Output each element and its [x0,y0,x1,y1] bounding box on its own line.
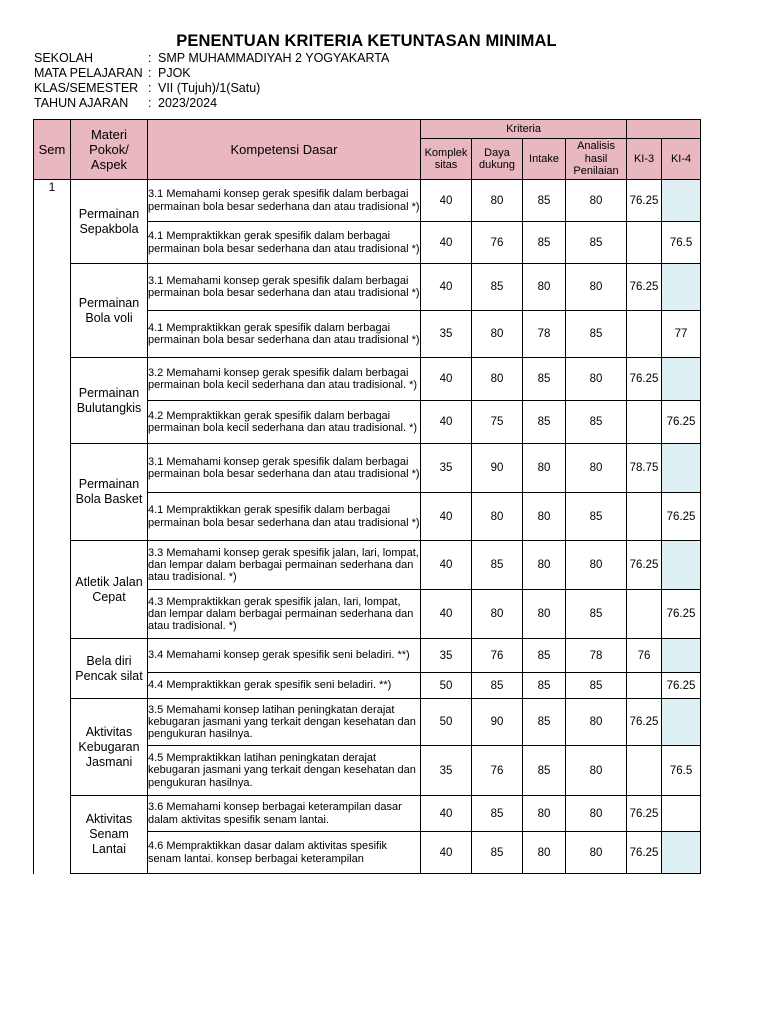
kompetensi-dasar-cell: 4.1 Mempraktikkan gerak spesifik dalam berbagai permainan bola besar sederhana dan atau tradisional *) [148,311,421,358]
intake-cell: 78 [523,311,566,358]
daya-dukung-cell: 80 [472,180,523,222]
kompetensi-dasar-cell: 3.5 Memahami konsep latihan peningkatan derajat kebugaran jasmani yang terkait dengan kesehatan dan pengukuran hasilnya. [148,699,421,746]
intake-cell: 85 [523,746,566,796]
ki4-cell: 76.25 [662,401,701,444]
kompleksitas-cell: 40 [421,401,472,444]
ki4-cell: 76.5 [662,746,701,796]
analisis-cell: 85 [566,401,627,444]
analisis-cell: 80 [566,746,627,796]
ki3-cell [627,746,662,796]
kompetensi-dasar-cell: 3.2 Memahami konsep gerak spesifik dalam berbagai permainan bola kecil sederhana dan atau tradisional. *) [148,358,421,401]
kompetensi-dasar-cell: 3.3 Memahami konsep gerak spesifik jalan, lari, lompat, dan lempar dalam berbagai permainan sederhana dan atau tradisional. *) [148,541,421,590]
table-row [34,796,701,832]
intake-cell: 80 [523,541,566,590]
kkm-body [34,180,701,874]
analisis-cell: 80 [566,180,627,222]
info-value: SMP MUHAMMADIYAH 2 YOGYAKARTA [158,51,390,65]
daya-dukung-cell: 85 [472,796,523,832]
header-sem: Sem [34,120,71,180]
table-row [34,444,701,493]
daya-dukung-cell: 80 [472,493,523,541]
header-materi [71,120,148,180]
table-row [34,639,701,673]
kompleksitas-cell: 35 [421,746,472,796]
ki3-cell [627,673,662,699]
ki4-cell: 76.25 [662,673,701,699]
intake-cell: 85 [523,180,566,222]
intake-cell: 80 [523,590,566,639]
materi-label: Atletik Jalan Cepat [75,574,143,604]
header-kriteria: Kriteria [421,120,627,139]
ki3-cell: 76.25 [627,358,662,401]
analisis-cell: 80 [566,832,627,874]
header-intake: Intake [523,139,566,180]
daya-dukung-cell: 80 [472,358,523,401]
header-analisis-label: Analisis hasil Penilaian [573,140,619,178]
materi-label: Permainan Bola Basket [75,477,143,506]
info-label: SEKOLAH [34,51,94,65]
materi-label: Aktivitas Senam Lantai [85,812,133,856]
materi-cell [71,699,148,796]
daya-dukung-cell: 90 [472,444,523,493]
daya-dukung-cell: 76 [472,222,523,264]
intake-cell: 80 [523,832,566,874]
ki4-cell [662,358,701,401]
daya-dukung-cell: 76 [472,639,523,673]
kompleksitas-cell: 35 [421,639,472,673]
ki4-cell [662,796,701,832]
info-label: MATA PELAJARAN [34,66,143,80]
analisis-cell: 85 [566,590,627,639]
intake-cell: 85 [523,222,566,264]
header-daya-dukung-label: Daya dukung [478,146,516,171]
ki3-cell: 76 [627,639,662,673]
ki4-cell: 76.5 [662,222,701,264]
kompetensi-dasar-cell: 4.1 Mempraktikkan gerak spesifik dalam berbagai permainan bola besar sederhana dan atau tradisional *) [148,493,421,541]
school-info [34,51,389,111]
ki3-cell: 76.25 [627,180,662,222]
materi-label: Permainan Bulutangkis [76,385,142,415]
materi-label: Bela diri Pencak silat [75,653,143,683]
ki3-cell [627,222,662,264]
ki4-cell: 76.25 [662,493,701,541]
table-row [34,699,701,746]
info-value: VII (Tujuh)/1(Satu) [158,81,261,95]
info-separator: : [148,51,152,65]
kompleksitas-cell: 35 [421,311,472,358]
materi-cell [71,180,148,264]
ki3-cell [627,401,662,444]
semester-cell: 1 [34,180,71,874]
kompleksitas-cell: 50 [421,699,472,746]
analisis-cell: 78 [566,639,627,673]
kompetensi-dasar-cell: 4.4 Mempraktikkan gerak spesifik seni beladiri. **) [148,673,421,699]
ki4-cell [662,264,701,311]
info-row-school [34,51,389,66]
daya-dukung-cell: 80 [472,590,523,639]
intake-cell: 85 [523,699,566,746]
analisis-cell: 85 [566,222,627,264]
ki3-cell: 76.25 [627,264,662,311]
header-daya-dukung [472,139,523,180]
info-row-class [34,81,389,96]
ki3-cell: 76.25 [627,832,662,874]
kompetensi-dasar-cell: 4.1 Mempraktikkan gerak spesifik dalam berbagai permainan bola besar sederhana dan atau tradisional *) [148,222,421,264]
analisis-cell: 80 [566,358,627,401]
analisis-cell: 85 [566,673,627,699]
materi-cell [71,796,148,874]
daya-dukung-cell: 85 [472,832,523,874]
header-analisis [566,139,627,180]
daya-dukung-cell: 80 [472,311,523,358]
page-title: PENENTUAN KRITERIA KETUNTASAN MINIMAL [176,32,557,50]
daya-dukung-cell: 76 [472,746,523,796]
analisis-cell: 80 [566,444,627,493]
header-ki4: KI-4 [662,139,701,180]
intake-cell: 85 [523,401,566,444]
ki3-cell [627,493,662,541]
header-blank [627,120,701,139]
kompetensi-dasar-cell: 3.1 Memahami konsep gerak spesifik dalam berbagai permainan bola besar sederhana dan atau tradisional *) [148,444,421,493]
info-separator: : [148,96,152,110]
table-row [34,264,701,311]
info-label: TAHUN AJARAN [34,96,129,110]
daya-dukung-cell: 75 [472,401,523,444]
kompleksitas-cell: 40 [421,590,472,639]
kompetensi-dasar-cell: 3.1 Memahami konsep gerak spesifik dalam berbagai permainan bola besar sederhana dan atau tradisional *) [148,180,421,222]
kompleksitas-cell: 40 [421,358,472,401]
ki3-cell [627,590,662,639]
analisis-cell: 80 [566,541,627,590]
kompleksitas-cell: 35 [421,444,472,493]
ki4-cell [662,541,701,590]
daya-dukung-cell: 85 [472,264,523,311]
kompleksitas-cell: 40 [421,264,472,311]
ki4-cell: 76.25 [662,590,701,639]
kompleksitas-cell: 40 [421,180,472,222]
materi-cell [71,444,148,541]
materi-cell [71,541,148,639]
info-value: PJOK [158,66,191,80]
info-value: 2023/2024 [158,96,218,110]
kompetensi-dasar-cell: 4.2 Mempraktikkan gerak spesifik dalam berbagai permainan bola kecil sederhana dan atau tradisional. *) [148,401,421,444]
kompetensi-dasar-cell: 3.1 Memahami konsep gerak spesifik dalam berbagai permainan bola besar sederhana dan atau tradisional *) [148,264,421,311]
materi-label: Aktivitas Kebugaran Jasmani [78,724,140,769]
intake-cell: 85 [523,358,566,401]
intake-cell: 85 [523,639,566,673]
ki4-cell [662,639,701,673]
daya-dukung-cell: 85 [472,673,523,699]
kompleksitas-cell: 40 [421,222,472,264]
kompleksitas-cell: 40 [421,832,472,874]
ki4-cell: 77 [662,311,701,358]
analisis-cell: 80 [566,699,627,746]
ki4-cell [662,444,701,493]
materi-label: Permainan Bola voli [78,295,140,325]
daya-dukung-cell: 90 [472,699,523,746]
kompetensi-dasar-cell: 4.5 Mempraktikkan latihan peningkatan derajat kebugaran jasmani yang terkait dengan kesehatan dan pengukuran hasilnya. [148,746,421,796]
intake-cell: 80 [523,493,566,541]
intake-cell: 85 [523,673,566,699]
table-row [34,541,701,590]
materi-cell [71,264,148,358]
ki4-cell [662,180,701,222]
kkm-table [33,119,701,874]
ki4-cell [662,832,701,874]
materi-cell [71,639,148,699]
header-kompleksitas: Komplek sitas [421,139,472,180]
header-ki3: KI-3 [627,139,662,180]
info-separator: : [148,66,152,80]
table-row [34,180,701,222]
analisis-cell: 80 [566,264,627,311]
kompetensi-dasar-cell: 3.4 Memahami konsep gerak spesifik seni beladiri. **) [148,639,421,673]
ki4-cell [662,699,701,746]
info-row-year [34,96,389,111]
ki3-cell: 76.25 [627,699,662,746]
daya-dukung-cell: 85 [472,541,523,590]
materi-label: Permainan Sepakbola [78,206,140,236]
kompetensi-dasar-cell: 4.6 Mempraktikkan dasar dalam aktivitas spesifik senam lantai. konsep berbagai keterampilan [148,832,421,874]
ki3-cell [627,311,662,358]
intake-cell: 80 [523,796,566,832]
info-separator: : [148,81,152,95]
header-kompetensi-dasar: Kompetensi Dasar [148,120,421,180]
ki3-cell: 76.25 [627,796,662,832]
header-materi-label: Materi Pokok/ Aspek [89,127,129,172]
kompetensi-dasar-cell: 4.3 Mempraktikkan gerak spesifik jalan, lari, lompat, dan lempar dalam berbagai permainan sederhana dan atau tradisional. *) [148,590,421,639]
ki3-cell: 76.25 [627,541,662,590]
table-row [34,358,701,401]
kompleksitas-cell: 50 [421,673,472,699]
analisis-cell: 85 [566,311,627,358]
ki3-cell: 78.75 [627,444,662,493]
intake-cell: 80 [523,444,566,493]
intake-cell: 80 [523,264,566,311]
kompleksitas-cell: 40 [421,541,472,590]
kompleksitas-cell: 40 [421,493,472,541]
info-label: KLAS/SEMESTER [34,81,139,95]
materi-cell [71,358,148,444]
kompetensi-dasar-cell: 3.6 Memahami konsep berbagai keterampilan dasar dalam aktivitas spesifik senam lantai. [148,796,421,832]
kompleksitas-cell: 40 [421,796,472,832]
info-row-subject [34,66,389,81]
analisis-cell: 85 [566,493,627,541]
analisis-cell: 80 [566,796,627,832]
